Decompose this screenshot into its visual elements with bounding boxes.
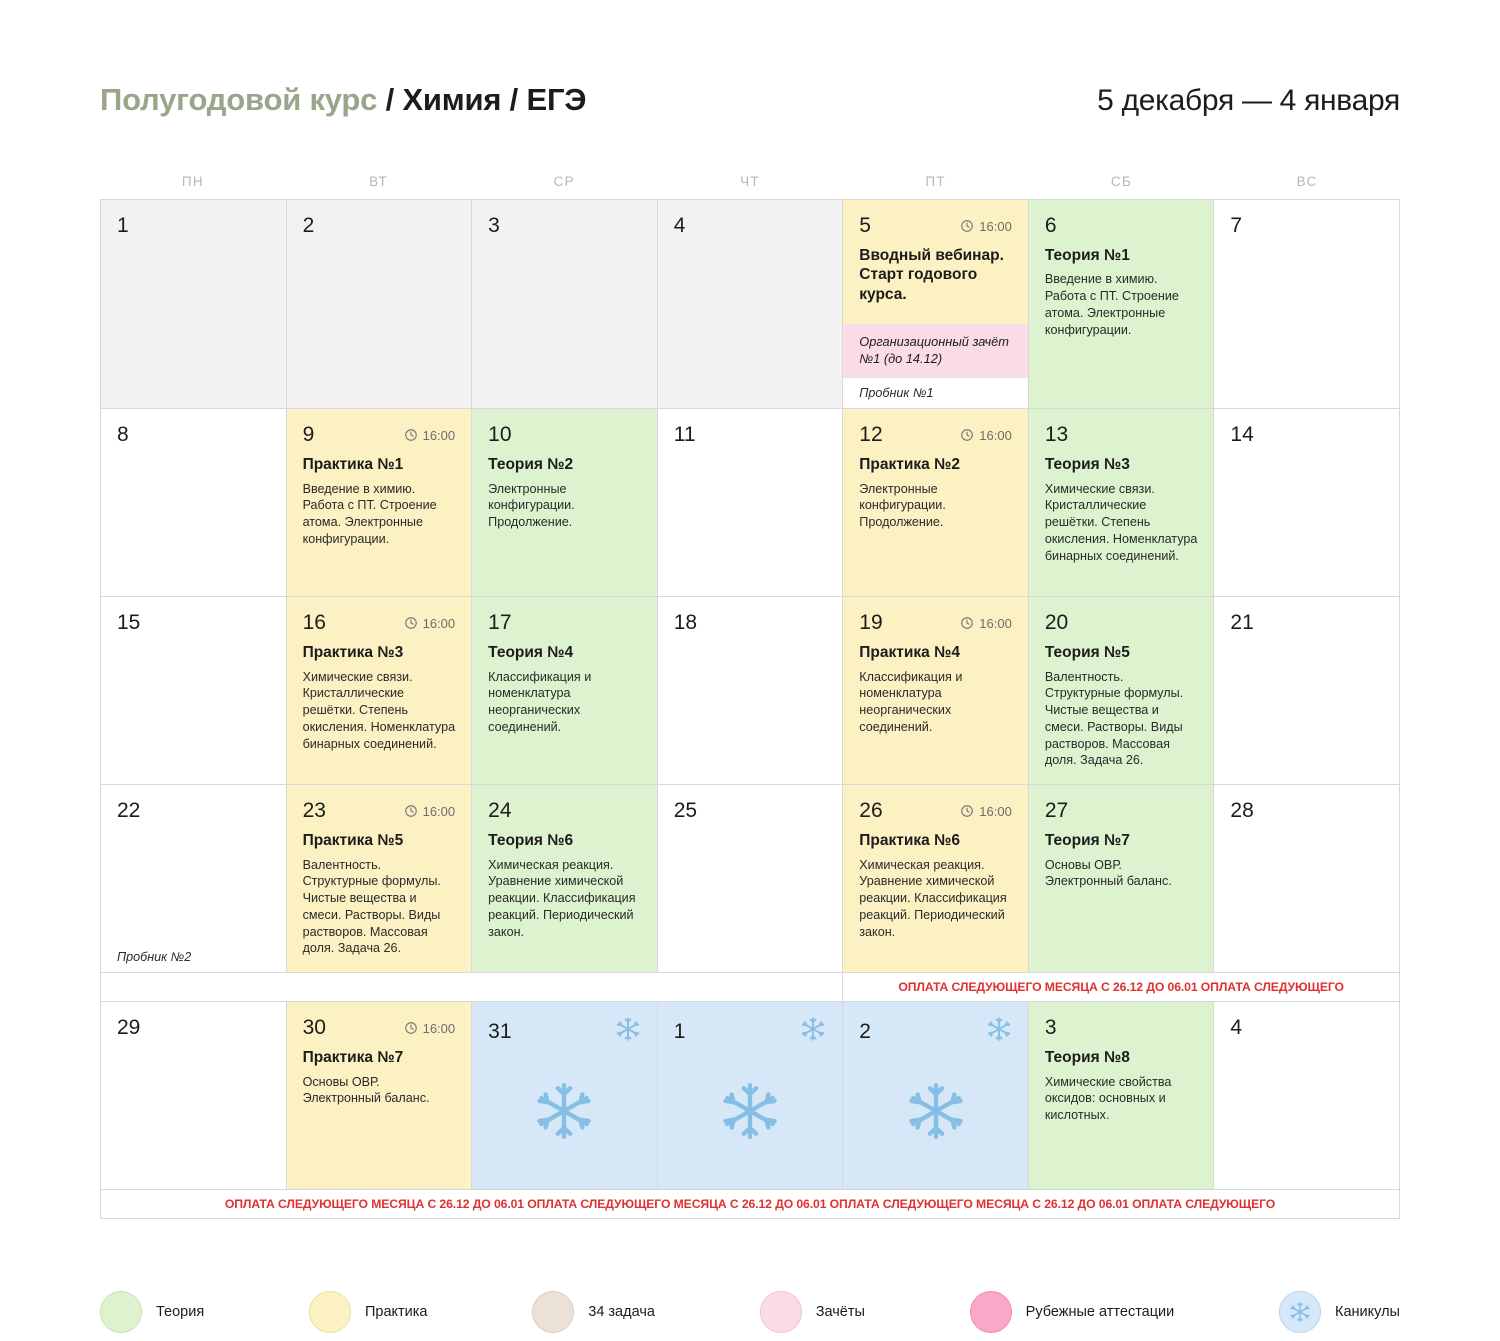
day-content [658, 823, 843, 972]
day-header [843, 1002, 1028, 1047]
day-number: 14 [1230, 423, 1254, 447]
snowflake-icon [615, 1016, 641, 1047]
day-header [472, 409, 657, 447]
page-title [100, 82, 586, 118]
day-header [1029, 409, 1214, 447]
calendar-week-row [101, 785, 1400, 973]
day-content [1029, 823, 1214, 972]
lesson-time [404, 1021, 456, 1036]
day-content [1214, 447, 1399, 596]
mock-exam-band: Пробник №1 [843, 377, 1028, 408]
day-number: 10 [488, 423, 512, 447]
day-number: 17 [488, 611, 512, 635]
day-header [287, 409, 472, 447]
day-number: 1 [117, 214, 129, 237]
lesson-time-label: 16:00 [979, 615, 1012, 631]
day-content [1214, 238, 1399, 408]
event-title: Теория №4 [488, 644, 574, 662]
day-header [101, 597, 286, 635]
clock-icon [960, 804, 974, 818]
day-number: 30 [302, 1016, 326, 1040]
clock-icon [404, 804, 418, 818]
legend-item [309, 1291, 428, 1333]
holiday-illustration [472, 1047, 657, 1189]
day-header [658, 409, 843, 447]
clock-icon [404, 428, 418, 442]
day-header [472, 597, 657, 635]
day-content [472, 238, 657, 408]
payment-notice-footer-row [101, 1190, 1400, 1219]
day-number: 21 [1230, 611, 1254, 635]
legend-label: Зачёты [815, 1304, 865, 1321]
day-header [101, 1002, 286, 1040]
event-description: Химические свойства оксидов: основных и кислотных. [1044, 1074, 1172, 1123]
legend-swatch [1279, 1291, 1321, 1333]
day-number: 12 [859, 423, 883, 447]
event-title: Теория №7 [1044, 832, 1130, 850]
legend-swatch [970, 1291, 1012, 1333]
day-content [843, 447, 1028, 596]
calendar-day-cell[interactable] [287, 785, 473, 973]
legend-item [970, 1291, 1175, 1333]
legend-label: 34 задача [588, 1304, 655, 1321]
event-description: Химическая реакция. Уравнение химической реакции. Классификация реакций. Периодический закон. [488, 857, 636, 939]
calendar-day-cell[interactable] [843, 200, 1029, 409]
event-title: Теория №1 [1044, 247, 1130, 264]
legend-item [100, 1291, 204, 1333]
day-number: 13 [1044, 423, 1069, 447]
calendar-day-cell[interactable] [472, 409, 658, 597]
day-content [101, 635, 286, 784]
legend-item [760, 1291, 865, 1333]
day-number: 16 [302, 611, 326, 635]
event-title: Теория №5 [1044, 644, 1130, 662]
lesson-time [960, 428, 1012, 443]
day-number: 31 [488, 1019, 512, 1043]
day-number: 19 [859, 611, 883, 635]
event-description: Валентность. Структурные формулы. Чистые вещества и смеси. Растворы. Виды растворов. Массовая доля. Задача 26. [302, 857, 441, 956]
calendar-day-cell[interactable] [472, 785, 658, 973]
calendar-day-cell[interactable] [287, 409, 473, 597]
day-content [843, 238, 1028, 320]
day-content [101, 1040, 286, 1189]
day-number: 27 [1044, 799, 1069, 823]
calendar-day-cell[interactable] [843, 597, 1029, 785]
day-content [472, 447, 657, 596]
day-header [101, 785, 286, 823]
weekday-sat: СБ [1110, 174, 1133, 189]
event-title: Практика №2 [859, 456, 960, 474]
event-description: Классификация и номенклатура неорганических соединений. [859, 669, 963, 734]
event-title: Практика №5 [302, 832, 404, 850]
legend-swatch [309, 1291, 351, 1333]
page-title-exam: ЕГЭ [526, 82, 587, 117]
day-header [843, 785, 1028, 823]
event-description: Химические связи. Кристаллические решётки. Степень окисления. Номенклатура бинарных соединений. [1044, 481, 1198, 563]
day-header [658, 785, 843, 823]
payment-notice-partial: ОПЛАТА СЛЕДУЮЩЕГО МЕСЯЦА С 26.12 ДО 06.01 ОПЛАТА СЛЕДУЮЩЕГО [843, 973, 1400, 1002]
day-header [101, 200, 286, 238]
calendar-week-row [101, 1002, 1400, 1190]
event-title: Практика №6 [859, 832, 960, 850]
lesson-time [404, 428, 456, 443]
mock-exam-band: Пробник №2 [101, 942, 286, 972]
day-content [658, 447, 843, 596]
lesson-time-label: 16:00 [979, 218, 1012, 234]
calendar-day-cell[interactable] [843, 1002, 1029, 1190]
event-title: Теория №6 [488, 832, 574, 850]
day-content [287, 823, 472, 972]
day-number: 1 [673, 1019, 686, 1043]
snowflake-icon [800, 1016, 826, 1047]
day-number: 8 [117, 423, 129, 447]
clock-icon [404, 616, 418, 630]
calendar-day-cell[interactable] [1214, 785, 1400, 973]
day-content [658, 238, 843, 408]
lesson-time [404, 804, 456, 819]
event-title: Практика №1 [302, 456, 404, 474]
calendar-day-cell[interactable] [101, 409, 287, 597]
calendar-day-cell[interactable] [1029, 200, 1215, 409]
event-title: Практика №4 [859, 644, 960, 662]
legend-swatch [532, 1291, 574, 1333]
calendar-day-cell[interactable] [1214, 597, 1400, 785]
payment-notice-full: ОПЛАТА СЛЕДУЮЩЕГО МЕСЯЦА С 26.12 ДО 06.01 ОПЛАТА СЛЕДУЮЩЕГО МЕСЯЦА С 26.12 ДО 06.01 ОПЛАТА СЛЕДУЮЩЕГО МЕСЯЦА С 26.12 ДО 06.01 ОПЛАТА СЛЕДУЮЩЕГО [101, 1190, 1400, 1219]
day-header [287, 200, 472, 238]
day-number: 9 [302, 423, 315, 447]
day-header [1214, 409, 1399, 447]
day-header [658, 200, 843, 238]
calendar-day-cell[interactable] [1029, 785, 1215, 973]
day-content [843, 823, 1028, 972]
event-description: Химические связи. Кристаллические решётки. Степень окисления. Номенклатура бинарных соединений. [302, 669, 456, 751]
calendar-day-cell[interactable] [1214, 1002, 1400, 1190]
day-header [1029, 597, 1214, 635]
lesson-time-label: 16:00 [979, 803, 1012, 819]
day-header [287, 597, 472, 635]
day-content [843, 635, 1028, 784]
clock-icon [960, 219, 974, 233]
calendar-day-cell[interactable] [287, 1002, 473, 1190]
day-header [843, 409, 1028, 447]
legend-swatch [100, 1291, 142, 1333]
event-description: Введение в химию. Работа с ПТ. Строение атома. Электронные конфигурации. [302, 481, 437, 546]
day-content [287, 635, 472, 784]
legend-item [1279, 1291, 1400, 1333]
calendar-day-cell[interactable] [101, 785, 287, 973]
clock-icon [404, 1021, 418, 1035]
day-header [1029, 1002, 1214, 1040]
legend-swatch [760, 1291, 802, 1333]
weekday-sun: ВС [1296, 174, 1318, 189]
calendar-day-cell[interactable] [1214, 200, 1400, 409]
day-content [472, 823, 657, 972]
calendar-grid [100, 199, 1400, 1219]
calendar-day-cell[interactable] [287, 200, 473, 409]
day-number: 22 [117, 799, 141, 823]
holiday-illustration [658, 1047, 843, 1189]
calendar-day-cell[interactable] [101, 1002, 287, 1190]
lesson-time [404, 616, 456, 631]
event-description: Электронные конфигурации. Продолжение. [488, 481, 575, 530]
page-title-course: Полугодовой курс [100, 82, 378, 117]
calendar-day-cell[interactable] [472, 1002, 658, 1190]
calendar-day-cell[interactable] [658, 785, 844, 973]
day-header [658, 1002, 843, 1047]
calendar-day-cell[interactable] [1029, 597, 1215, 785]
day-number: 25 [673, 799, 698, 823]
day-header [1214, 1002, 1399, 1040]
page-title-sep-2: / [501, 82, 527, 117]
day-content [101, 823, 286, 942]
day-header [1029, 785, 1214, 823]
event-description: Основы ОВР. Электронный баланс. [302, 1074, 430, 1106]
day-number: 28 [1230, 799, 1254, 823]
day-content [1029, 447, 1214, 596]
weekday-thu: ЧТ [740, 174, 760, 189]
weekday-mon: ПН [181, 174, 204, 189]
day-header [1214, 200, 1399, 238]
calendar-day-cell[interactable] [1214, 409, 1400, 597]
day-number: 5 [859, 214, 871, 237]
day-content [1029, 1040, 1214, 1189]
lesson-time-label: 16:00 [422, 1020, 456, 1036]
weekday-fri: ПТ [925, 174, 946, 189]
day-number: 29 [117, 1016, 141, 1040]
calendar-day-cell[interactable] [843, 409, 1029, 597]
event-title: Теория №3 [1044, 456, 1130, 474]
day-number: 2 [302, 214, 315, 237]
day-header [472, 1002, 657, 1047]
event-title: Практика №3 [302, 644, 404, 662]
day-number: 26 [859, 799, 883, 823]
page-title-subject: Химия [402, 82, 502, 117]
day-content [1029, 635, 1214, 784]
day-content [472, 635, 657, 784]
clock-icon [960, 616, 974, 630]
lesson-time [960, 219, 1012, 234]
payment-notice-row [101, 973, 1400, 1002]
day-header [472, 200, 657, 238]
clock-icon [960, 428, 974, 442]
calendar-day-cell[interactable] [101, 597, 287, 785]
day-number: 24 [488, 799, 512, 823]
event-description: Введение в химию. Работа с ПТ. Строение атома. Электронные конфигурации. [1044, 272, 1179, 337]
lesson-time-label: 16:00 [979, 427, 1012, 443]
day-content [287, 447, 472, 596]
calendar-day-cell[interactable] [843, 785, 1029, 973]
day-header [843, 200, 1028, 238]
day-content [1029, 238, 1214, 408]
day-number: 6 [1044, 214, 1057, 237]
day-content [101, 447, 286, 596]
legend-label: Практика [364, 1304, 428, 1321]
day-number: 3 [488, 214, 500, 237]
day-header [472, 785, 657, 823]
lesson-time [960, 804, 1012, 819]
calendar-day-cell[interactable] [1029, 409, 1215, 597]
day-number: 15 [117, 611, 141, 635]
payment-notice-spacer [101, 973, 843, 1002]
day-header [1214, 785, 1399, 823]
calendar-day-cell[interactable] [1029, 1002, 1215, 1190]
calendar-day-cell[interactable] [472, 200, 658, 409]
day-number: 4 [673, 214, 686, 237]
day-header [101, 409, 286, 447]
lesson-time-label: 16:00 [422, 427, 456, 443]
legend [100, 1291, 1400, 1333]
calendar-day-cell[interactable] [658, 200, 844, 409]
legend-label: Рубежные аттестации [1025, 1304, 1175, 1321]
assessment-band: Организационный зачёт №1 (до 14.12) [843, 324, 1028, 377]
day-number: 18 [673, 611, 698, 635]
calendar-week-row [101, 409, 1400, 597]
day-number: 2 [859, 1019, 871, 1043]
day-number: 3 [1044, 1016, 1057, 1040]
day-header [843, 597, 1028, 635]
day-content [658, 635, 843, 784]
lesson-time-label: 16:00 [422, 615, 456, 631]
day-content [1214, 635, 1399, 784]
day-content [101, 238, 286, 408]
day-content [1214, 823, 1399, 972]
date-range: 5 декабря — 4 января [1097, 84, 1400, 117]
day-header [287, 785, 472, 823]
legend-label: Теория [156, 1304, 205, 1321]
event-title: Теория №8 [1044, 1049, 1130, 1067]
legend-label: Каникулы [1335, 1304, 1400, 1321]
day-number: 20 [1044, 611, 1069, 635]
day-number: 7 [1230, 214, 1243, 237]
weekday-tue: ВТ [369, 174, 389, 189]
calendar-day-cell[interactable] [658, 597, 844, 785]
event-description: Химическая реакция. Уравнение химической реакции. Классификация реакций. Периодический закон. [859, 857, 1007, 939]
day-header [1214, 597, 1399, 635]
weekday-wed: СР [553, 174, 575, 189]
event-description: Валентность. Структурные формулы. Чистые вещества и смеси. Растворы. Виды растворов. Массовая доля. Задача 26. [1044, 669, 1184, 768]
calendar-day-cell[interactable] [287, 597, 473, 785]
page-title-sep-1: / [377, 82, 403, 117]
day-content [287, 1040, 472, 1189]
day-number: 11 [673, 423, 696, 447]
calendar-week-row [101, 200, 1400, 409]
event-title: Теория №2 [488, 456, 574, 474]
weekday-header-row [100, 174, 1400, 189]
page-header [100, 0, 1400, 118]
lesson-time-label: 16:00 [422, 803, 456, 819]
day-header [287, 1002, 472, 1040]
day-content [1214, 1040, 1399, 1189]
event-description: Электронные конфигурации. Продолжение. [859, 481, 946, 530]
day-content [287, 238, 472, 408]
legend-item [532, 1291, 655, 1333]
day-header [1029, 200, 1214, 238]
event-title: Вводный вебинар. Старт годового курса. [859, 247, 1004, 303]
calendar-week-row [101, 597, 1400, 785]
calendar-day-cell[interactable] [658, 1002, 844, 1190]
snowflake-icon [986, 1016, 1012, 1047]
calendar-day-cell[interactable] [658, 409, 844, 597]
holiday-illustration [843, 1047, 1028, 1189]
day-number: 4 [1230, 1016, 1243, 1040]
event-description: Классификация и номенклатура неорганических соединений. [488, 669, 592, 734]
day-number: 23 [302, 799, 326, 823]
lesson-time [960, 616, 1012, 631]
day-header [658, 597, 843, 635]
calendar-day-cell[interactable] [101, 200, 287, 409]
calendar-day-cell[interactable] [472, 597, 658, 785]
event-title: Практика №7 [302, 1049, 404, 1067]
event-description: Основы ОВР. Электронный баланс. [1044, 857, 1172, 889]
